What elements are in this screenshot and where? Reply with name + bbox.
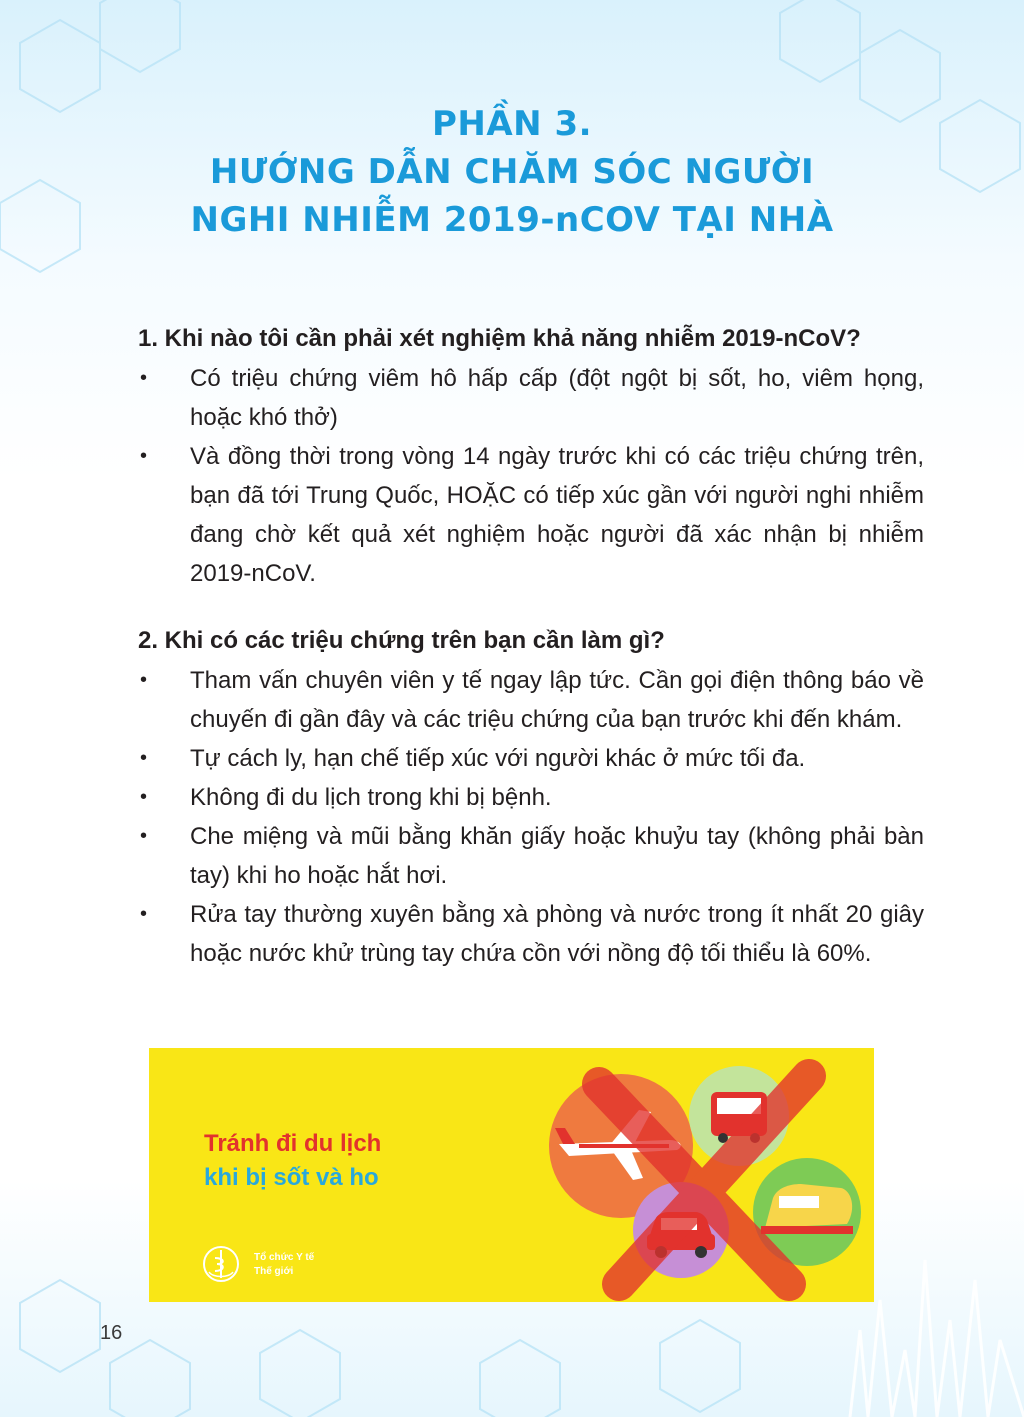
page-title — [0, 100, 1024, 244]
main-content — [138, 321, 924, 1003]
bullet-list — [138, 359, 924, 593]
transport-illustration — [529, 1048, 874, 1302]
section-heading: 1. Khi nào tôi cần phải xét nghiệm khả năng nhiễm 2019-nCoV? — [138, 325, 861, 352]
list-item: • Che miệng và mũi bằng khăn giấy hoặc khuỷu tay (không phải bàn tay) khi ho hoặc hắt hơi. — [138, 817, 924, 895]
list-item: • Rửa tay thường xuyên bằng xà phòng và nước trong ít nhất 20 giây hoặc nước khử trùng tay chứa cồn với nồng độ tối thiểu là 60%. — [138, 895, 924, 973]
list-item: • Tự cách ly, hạn chế tiếp xúc với người khác ở mức tối đa. — [138, 739, 924, 778]
section-testing — [138, 321, 924, 593]
travel-warning-banner — [149, 1048, 874, 1302]
title-line-3: NGHI NHIỄM 2019-nCOV TẠI NHÀ — [190, 200, 834, 240]
bullet-list — [138, 661, 924, 973]
list-item: • Và đồng thời trong vòng 14 ngày trước khi có các triệu chứng trên, bạn đã tới Trung Quốc, HOẶC có tiếp xúc gần với người nghi nhiễm đang chờ kết quả xét nghiệm hoặc người đã xác nhận bị nhiễm 2019-nCoV. — [138, 437, 924, 593]
list-item: • Không đi du lịch trong khi bị bệnh. — [138, 778, 924, 817]
who-label — [254, 1251, 314, 1279]
title-line-2: HƯỚNG DẪN CHĂM SÓC NGƯỜI — [209, 152, 815, 192]
page-number: 16 — [100, 1322, 123, 1344]
banner-subline: khi bị sốt và ho — [204, 1164, 379, 1191]
list-item: • Tham vấn chuyên viên y tế ngay lập tức. Cần gọi điện thông báo về chuyến đi gần đây và các triệu chứng của bạn trước khi đến khám. — [138, 661, 924, 739]
who-label-line-1: Tổ chức Y tế — [254, 1252, 315, 1263]
who-label-line-2: Thế giới — [254, 1266, 294, 1277]
who-emblem-icon — [201, 1244, 241, 1284]
title-line-1: PHẦN 3. — [431, 104, 593, 144]
section-heading: 2. Khi có các triệu chứng trên bạn cần làm gì? — [138, 627, 665, 654]
section-symptoms-action — [138, 623, 924, 973]
banner-headline: Tránh đi du lịch — [204, 1130, 382, 1157]
list-item: • Có triệu chứng viêm hô hấp cấp (đột ngột bị sốt, ho, viêm họng, hoặc khó thở) — [138, 359, 924, 437]
